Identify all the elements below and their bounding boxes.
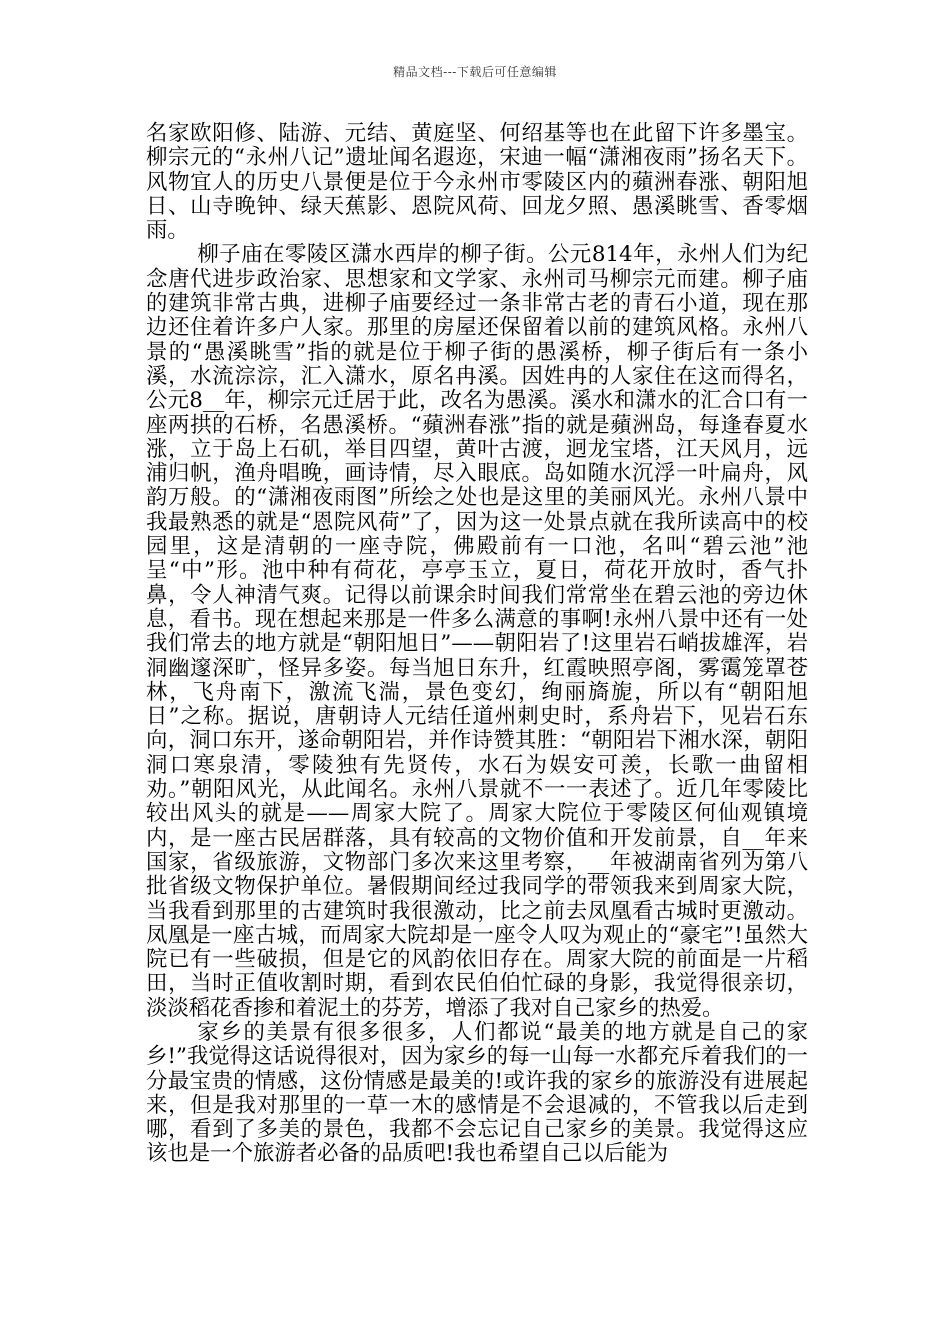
document-body <box>146 122 808 1167</box>
paragraph-2: 柳子庙在零陵区潇水西岸的柳子街。公元814年，永州人们为纪念唐代进步政治家、思想家和文学家、永州司马柳宗元而建。柳子庙的建筑非常古典，进柳子庙要经过一条非常古老的青石小道，现在那边还住着许多户人家。那里的房屋还保留着以前的建筑风格。永州八景的“愚溪眺雪”指的就是位于柳子街的愚溪桥，柳子街后有一条小溪，水流淙淙，汇入潇水，原名冉溪。因姓冉的人家住在这而得名，公元8__年，柳宗元迁居于此，改名为愚溪。溪水和潇水的汇合口有一座两拱的石桥，名愚溪桥。“蘋洲春涨”指的就是蘋洲岛，每逢春夏水涨，立于岛上石矶，举目四望，黄叶古渡，迥龙宝塔，江天风月，远浦归帆，渔舟唱晚，画诗情，尽入眼底。岛如随水沉浮一叶扁舟，风韵万般。的“潇湘夜雨图”所绘之处也是这里的美丽风光。永州八景中我最熟悉的就是“恩院风荷”了，因为这一处景点就在我所读高中的校园里，这是清朝的一座寺院，佛殿前有一口池，名叫“碧云池”池呈“中”形。池中种有荷花，亭亭玉立，夏日，荷花开放时，香气扑鼻，令人神清气爽。记得以前课余时间我们常常坐在碧云池的旁边休息，看书。现在想起来那是一件多么满意的事啊!永州八景中还有一处我们常去的地方就是“朝阳旭日”——朝阳岩了!这里岩石峭拔雄浑，岩洞幽邃深旷，怪异多姿。每当旭日东升，红霞映照亭阁，雾霭笼罩苍林，飞舟南下，激流飞湍，景色变幻，绚丽旖旎，所以有“朝阳旭日”之称。据说，唐朝诗人元结任道州刺史时，系舟岩下，见岩石东向，洞口东开，遂命朝阳岩，并作诗赞其胜：“朝阳岩下湘水深，朝阳洞口寒泉清，零陵独有先贤传，水石为娱安可羡，长歌一曲留相劝。”朝阳风光，从此闻名。永州八景就不一一表述了。近几年零陵比较出风头的就是——周家大院了。周家大院位于零陵区何仙观镇境内，是一座古民居群落，具有较高的文物价值和开发前景，自__年来国家，省级旅游，文物部门多次来这里考察，__年被湖南省列为第八批省级文物保护单位。暑假期间经过我同学的带领我来到周家大院，当我看到那里的古建筑时我很激动，比之前去凤凰看古城时更激动。凤凰是一座古城，而周家大院却是一座令人叹为观止的“豪宅”!虽然大院已有一些破损，但是它的风韵依旧存在。周家大院的前面是一片稻田，当时正值收割时期，看到农民伯伯忙碌的身影，我觉得很亲切，淡淡稻花香掺和着泥土的芬芳，增添了我对自己家乡的热爱。 <box>146 242 808 1021</box>
page-header: 精品文档---下载后可任意编辑 <box>393 65 557 79</box>
paragraph-3: 家乡的美景有很多很多，人们都说“最美的地方就是自己的家乡!”我觉得这话说得很对，因为家乡的每一山每一水都充斥着我们的一分最宝贵的情感，这份情感是最美的!或许我的家乡的旅游没有进展起来，但是我对那里的一草一木的感情是不会退减的，不管我以后走到哪，看到了多美的景色，我都不会忘记自己家乡的美景。我觉得这应该也是一个旅游者必备的品质吧!我也希望自己以后能为 <box>146 1019 808 1167</box>
paragraph-1: 名家欧阳修、陆游、元结、黄庭坚、何绍基等也在此留下许多墨宝。柳宗元的“永州八记”遗址闻名遐迩，宋迪一幅“潇湘夜雨”扬名天下。风物宜人的历史八景便是位于今永州市零陵区内的蘋洲春涨、朝阳旭日、山寺晚钟、绿天蕉影、恩院风荷、回龙夕照、愚溪眺雪、香零烟雨。 <box>146 121 808 244</box>
